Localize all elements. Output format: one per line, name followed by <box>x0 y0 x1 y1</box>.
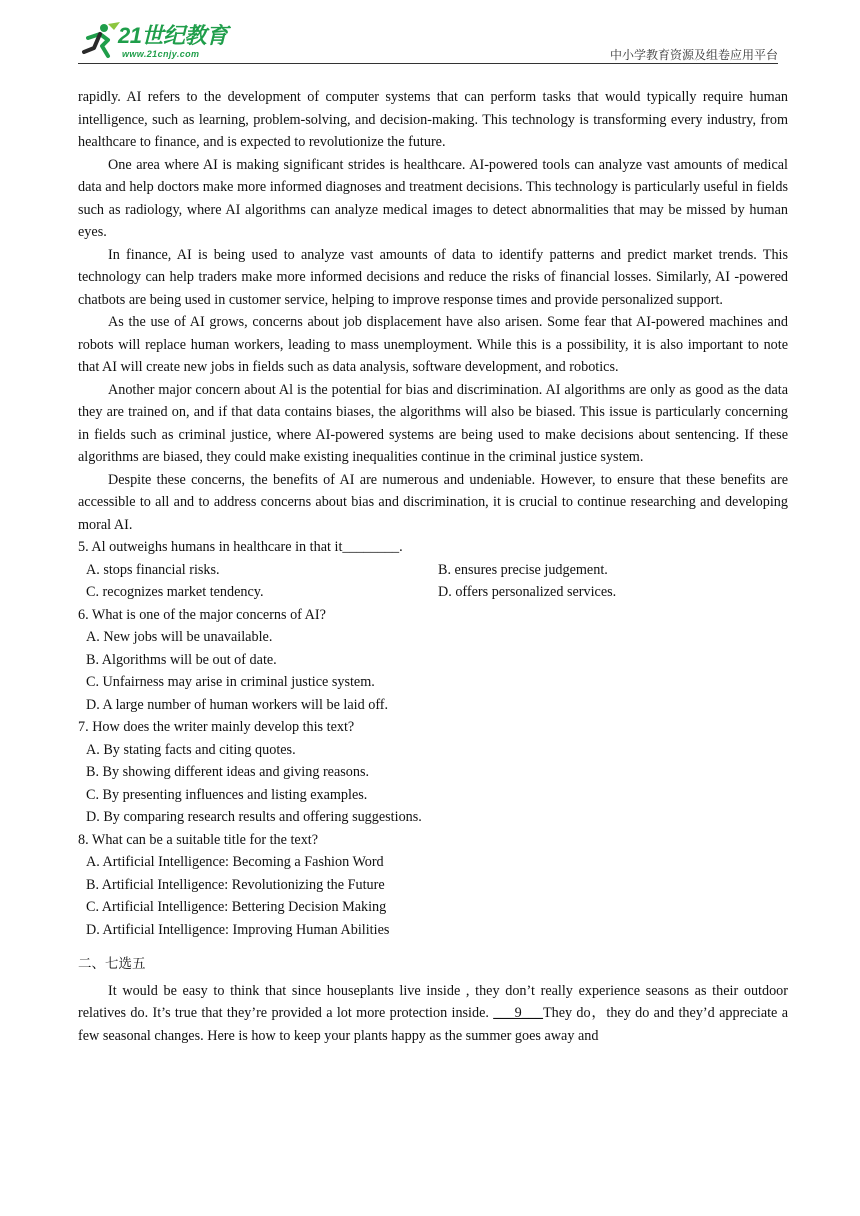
option-a: A. stops financial risks. <box>86 561 220 578</box>
passage-paragraph-6: Despite these concerns, the benefits of AI are numerous and undeniable. However, to ensure that these benefits are accessible to all and to address concerns about bias and discrimination, it is crucial to continue researching and developing moral AI. <box>78 471 788 533</box>
platform-name: 中小学教育资源及组卷应用平台 <box>609 48 778 62</box>
logo-text: 21世纪教育 <box>118 23 228 48</box>
option-a: A. Artificial Intelligence: Becoming a Fashion Word <box>86 854 384 870</box>
question-stem: 8. What can be a suitable title for the text? <box>78 831 319 848</box>
question-5 <box>78 536 788 604</box>
question-stem: 6. What is one of the major concerns of AI? <box>78 606 326 623</box>
option-a: A. By stating facts and citing quotes. <box>86 741 296 758</box>
section-title: 二、七选五 <box>78 956 146 972</box>
question-6 <box>78 604 788 717</box>
page-header <box>78 18 778 66</box>
option-d: D. A large number of human workers will be laid off. <box>86 696 389 713</box>
option-c: C. Unfairness may arise in criminal justice system. <box>86 674 375 690</box>
question-stem: 5. Al outweighs humans in healthcare in that it________. <box>78 539 403 555</box>
passage-paragraph-5: Another major concern about Al is the potential for bias and discrimination. AI algorithms are only as good as the data they are trained on, and if that data contains biases, the algorithms will also be biased. This issue is particularly concerning in fields such as criminal justice, where AI-powered systems are being used to make decisions about sentencing. If these algorithms are biased, they could make existing inequalities continue in the criminal justice system. <box>78 381 788 465</box>
question-7 <box>78 716 788 829</box>
logo-url: www.21cnjy.com <box>122 49 200 59</box>
section2-text-start: It would be easy to think that since houseplants live inside , they don’t really experience seasons as their outdoor relatives do. It’s true that they’re provided a lot more protection inside. <box>78 982 788 1021</box>
option-d: D. By comparing research results and offering suggestions. <box>86 809 422 825</box>
option-a: A. New jobs will be unavailable. <box>86 629 273 645</box>
document-body <box>78 86 788 1047</box>
question-8 <box>78 829 788 942</box>
passage-paragraph-4: As the use of AI grows, concerns about job displacement have also arisen. Some fear that AI-powered machines and robots will replace human workers, leading to mass unemployment. While this is a possibility, it is also important to note that AI will create new jobs in fields such as data analysis, software development, and robotics. <box>78 314 788 375</box>
passage-paragraph-3: In finance, AI is being used to analyze vast amounts of data to identify patterns and predict market trends. This technology can help traders make more informed decisions and reduce the risks of financial losses. Similarly, AI -powered chatbots are being used in customer service, helping to improve response times and provide personalized support. <box>78 246 788 308</box>
passage-paragraph-2: One area where AI is making significant strides is healthcare. AI-powered tools can analyze vast amounts of medical data and help doctors make more informed diagnoses and treatment decisions. This technology is particularly useful in fields such as radiology, where AI algorithms can analyze medical images to detect abnormalities that may be missed by human eyes. <box>78 156 788 240</box>
blank-9: ___9___ <box>493 1005 543 1021</box>
passage-paragraph-1: rapidly. AI refers to the development of computer systems that can perform tasks that would typically require human intelligence, such as learning, problem-solving, and decision-making. This technology is transforming every industry, from healthcare to finance, and is expected to revolutionize the future. <box>78 89 788 150</box>
option-b: B. ensures precise judgement. <box>438 561 608 578</box>
question-stem: 7. How does the writer mainly develop this text? <box>78 719 355 735</box>
option-b: B. Algorithms will be out of date. <box>86 651 277 668</box>
runner-logo-icon <box>78 22 122 62</box>
option-b: B. Artificial Intelligence: Revolutionizing the Future <box>86 876 385 893</box>
option-d: D. offers personalized services. <box>438 584 617 600</box>
option-c: C. recognizes market tendency. <box>86 584 264 600</box>
option-c: C. Artificial Intelligence: Bettering Decision Making <box>86 899 387 915</box>
option-c: C. By presenting influences and listing examples. <box>86 786 368 803</box>
header-divider <box>78 63 778 64</box>
section2-paragraph <box>78 980 788 1048</box>
logo <box>78 22 238 62</box>
section2-text-end: They do，they do and they’d appreciate a few seasonal changes. Here is how to keep your plants happy as the summer goes away and <box>78 1005 788 1044</box>
option-b: B. By showing different ideas and giving reasons. <box>86 764 370 780</box>
option-d: D. Artificial Intelligence: Improving Human Abilities <box>86 921 390 938</box>
